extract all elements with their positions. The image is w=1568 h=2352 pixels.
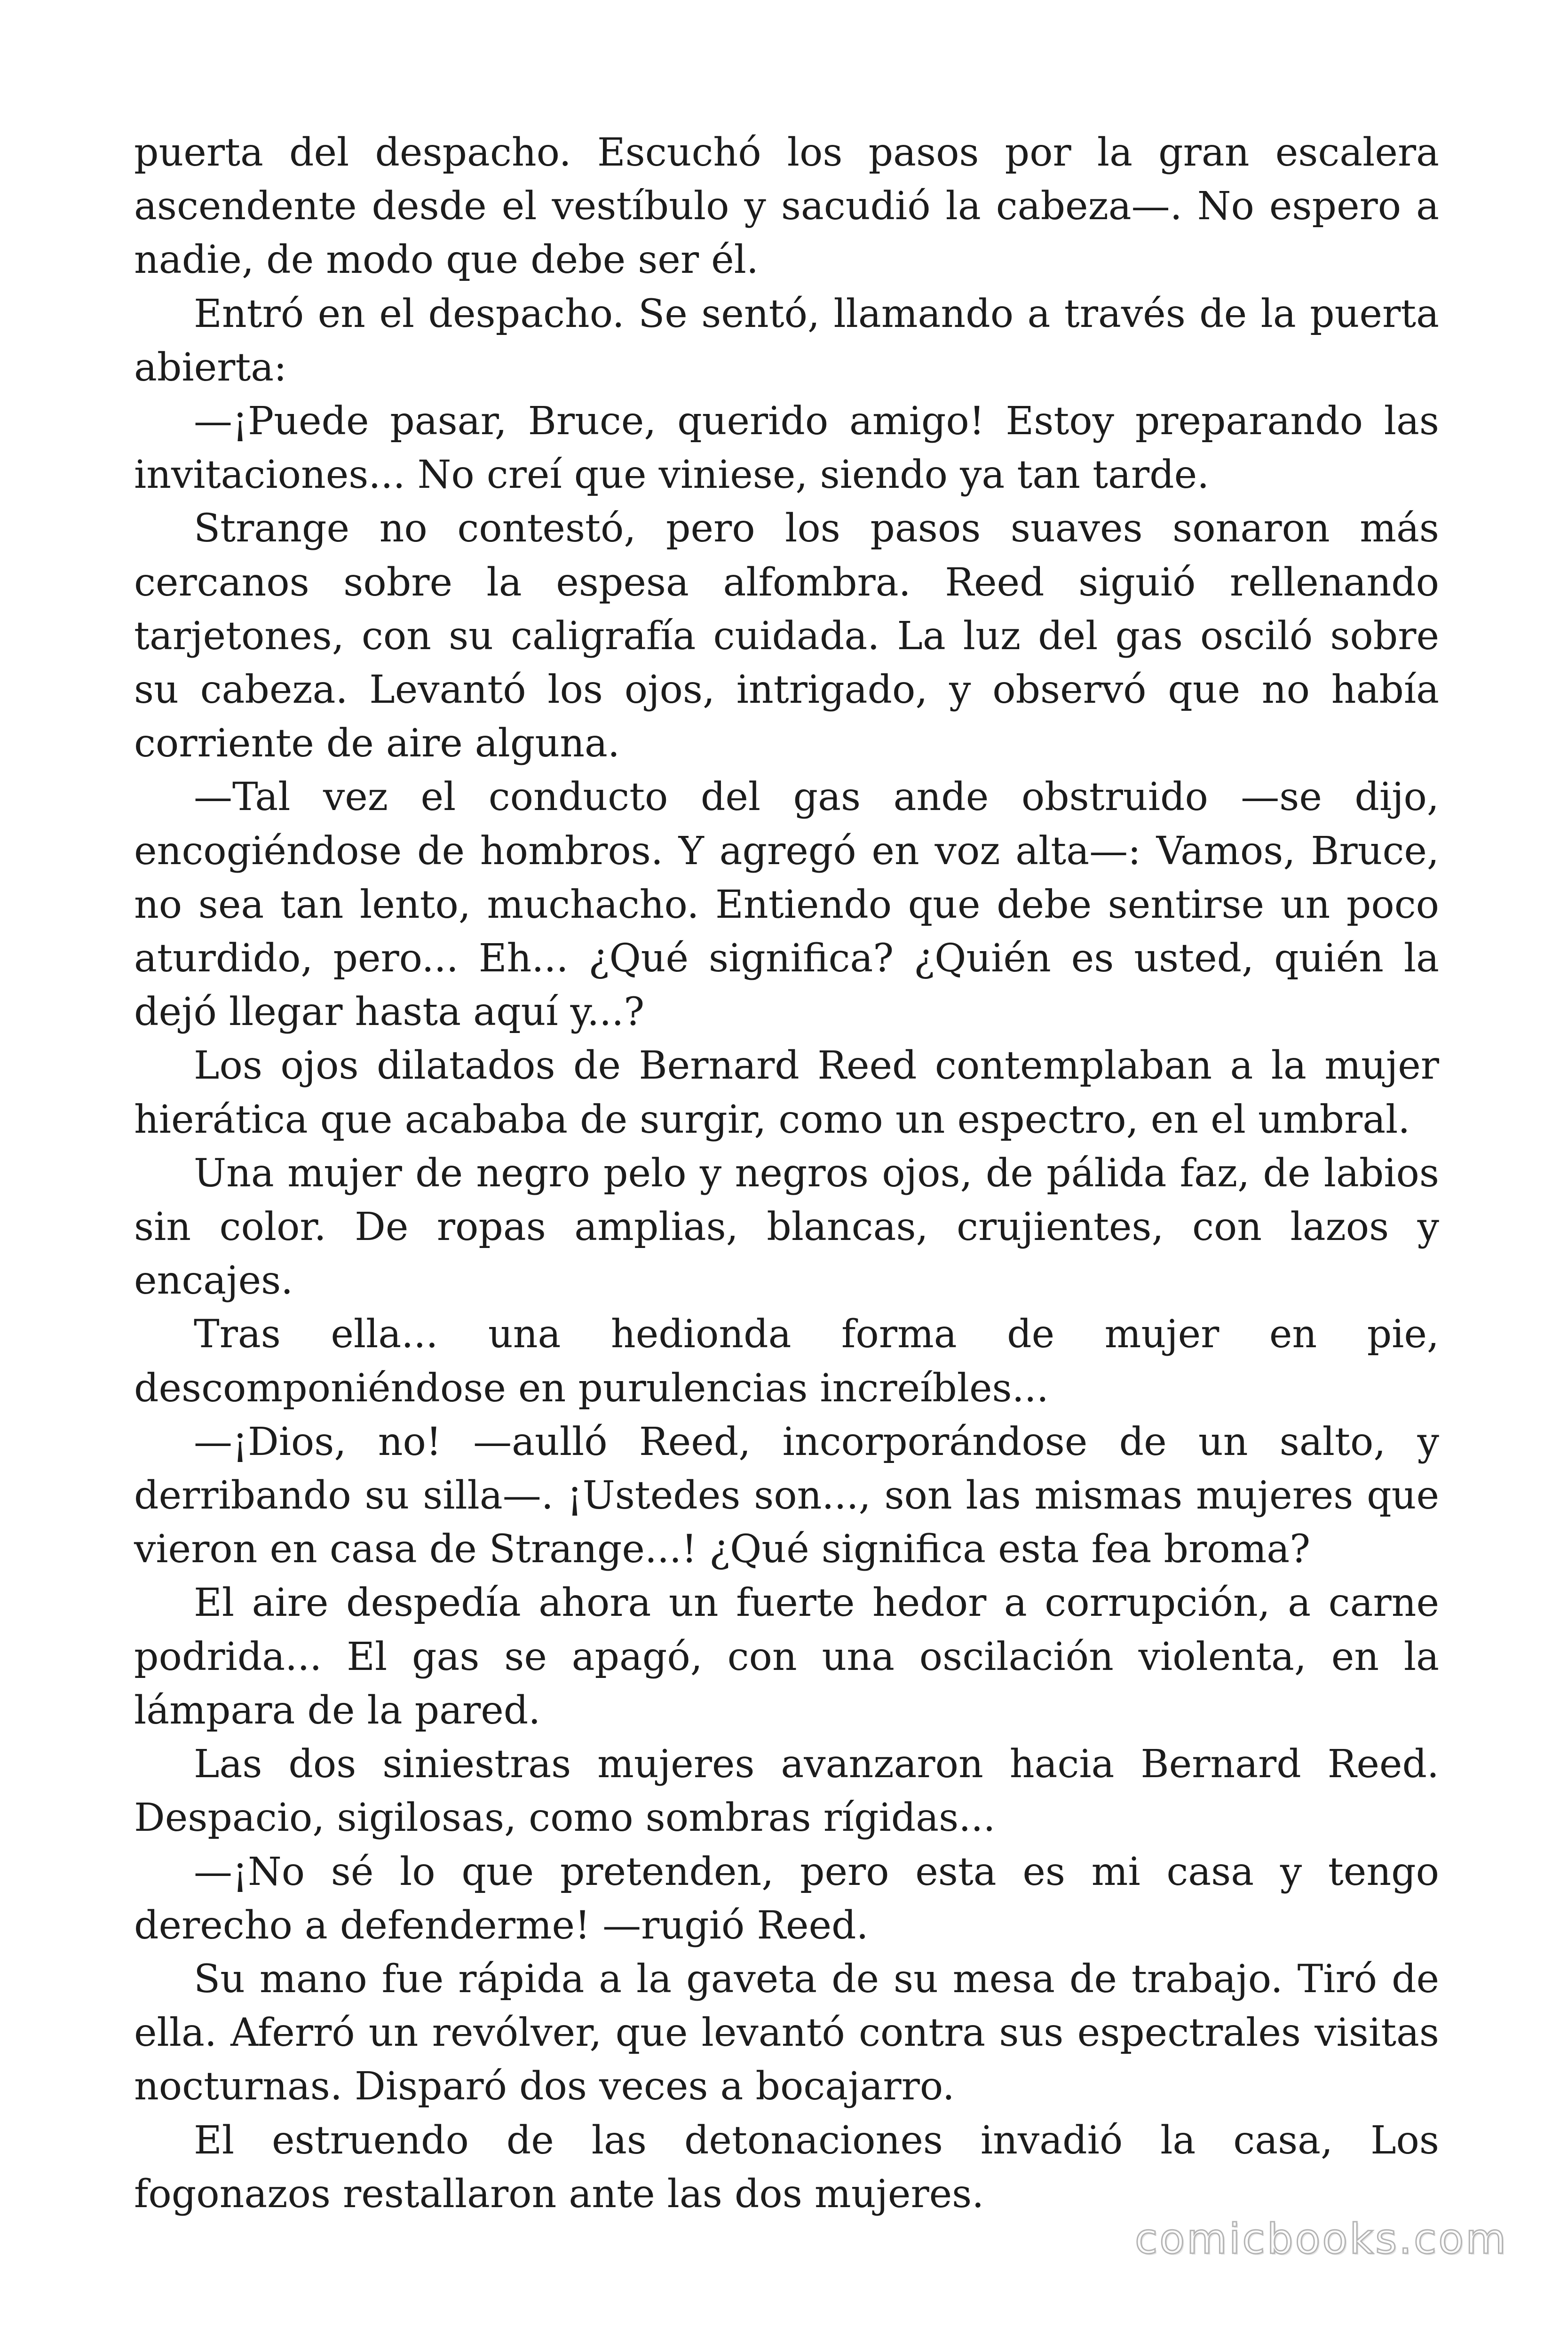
paragraph: —¡No sé lo que pretenden, pero esta es mi casa y tengo derecho a defenderme! —rugió Reed. xyxy=(134,1849,1439,1948)
paragraph: puerta del despacho. Escuchó los pasos por la gran escalera ascendente desde el vestíbulo y sacudió la cabeza—. No espero a nadie, de modo que debe ser él. xyxy=(134,130,1439,283)
paragraph: Las dos siniestras mujeres avanzaron hacia Bernard Reed. Despacio, sigilosas, como sombras rígidas... xyxy=(134,1742,1439,1841)
watermark: comicbooks.com xyxy=(1134,2215,1508,2263)
paragraph: Su mano fue rápida a la gaveta de su mesa de trabajo. Tiró de ella. Aferró un revólver, que levantó contra sus espectrales visitas nocturnas. Disparó dos veces a bocajarro. xyxy=(134,1956,1439,2109)
paragraph: Strange no contestó, pero los pasos suaves sonaron más cercanos sobre la espesa alfombra. Reed siguió rellenando tarjetones, con su caligrafía cuidada. La luz del gas osciló sobre su cabeza. Levantó los ojos, intrigado, y observó que no había corriente de aire alguna. xyxy=(134,506,1439,766)
paragraph: Entró en el despacho. Se sentó, llamando a través de la puerta abierta: xyxy=(134,291,1439,390)
book-page-text xyxy=(134,126,1439,2221)
paragraph: El estruendo de las detonaciones invadió la casa, Los fogonazos restallaron ante las dos mujeres. xyxy=(134,2118,1439,2217)
paragraph: Los ojos dilatados de Bernard Reed contemplaban a la mujer hierática que acababa de surgir, como un espectro, en el umbral. xyxy=(134,1043,1439,1142)
paragraph: El aire despedía ahora un fuerte hedor a corrupción, a carne podrida... El gas se apagó, con una oscilación violenta, en la lámpara de la pared. xyxy=(134,1581,1439,1733)
paragraph: Una mujer de negro pelo y negros ojos, de pálida faz, de labios sin color. De ropas amplias, blancas, crujientes, con lazos y encajes. xyxy=(134,1151,1439,1303)
paragraph: —¡Puede pasar, Bruce, querido amigo! Estoy preparando las invitaciones... No creí que viniese, siendo ya tan tarde. xyxy=(134,399,1439,498)
paragraph: Tras ella... una hedionda forma de mujer en pie, descomponiéndose en purulencias increíbles... xyxy=(134,1312,1439,1411)
paragraph: —Tal vez el conducto del gas ande obstruido —se dijo, encogiéndose de hombros. Y agregó en voz alta—: Vamos, Bruce, no sea tan lento, muchacho. Entiendo que debe sentirse un poco aturdido, pero... Eh... ¿Qué significa? ¿Quién es usted, quién la dejó llegar hasta aquí y...? xyxy=(134,775,1439,1035)
paragraph: —¡Dios, no! —aulló Reed, incorporándose de un salto, y derribando su silla—. ¡Ustedes son..., son las mismas mujeres que vieron en casa de Strange...! ¿Qué significa esta fea broma? xyxy=(134,1419,1439,1572)
